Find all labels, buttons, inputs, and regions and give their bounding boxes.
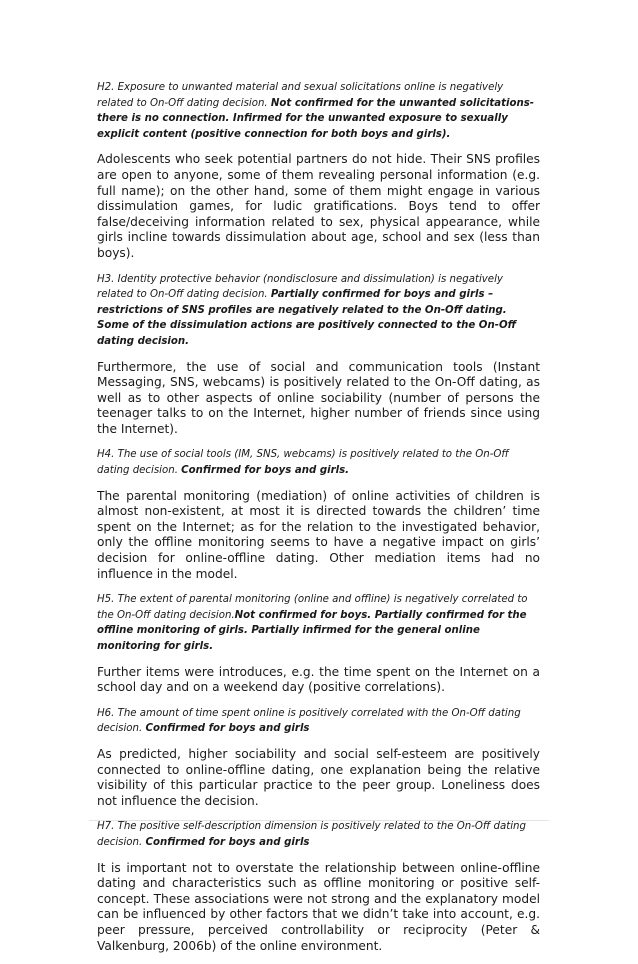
hypothesis-h2 xyxy=(97,80,540,142)
hypothesis-verdict: Confirmed for boys and girls xyxy=(145,723,310,735)
hypothesis-text: H5. The extent of parental monitoring (online and offline) is negatively correlated to the On-Off dating decision. xyxy=(97,594,528,621)
hypothesis-text: H6. The amount of time spent online is positively correlated with the On-Off dating decision. xyxy=(97,707,521,735)
hypothesis-h6 xyxy=(97,706,540,737)
hypothesis-h7 xyxy=(97,819,540,850)
body-paragraph: As predicted, higher sociability and social self-esteem are positively connected to online-offline dating, one explanation being the relative visibility of this particular practice to the peer group. Loneliness does not influence the decision. xyxy=(97,746,540,808)
hypothesis-verdict: Not confirmed for boys. Partially confirmed for the offline monitoring of girls. Partially infirmed for the general online monitoring for girls. xyxy=(97,609,527,652)
hypothesis-text: H4. The use of social tools (IM, SNS, webcams) is positively related to the On-Off dating decision. xyxy=(97,449,509,477)
body-paragraph: The parental monitoring (mediation) of online activities of children is almost non-existent, at most it is directed towards the children’ time spent on the Internet; as for the relation to the investigated behavior, only the offline monitoring seems to have a negative impact on girls’ decision for online-offline dating. Other mediation items had no influence in the model. xyxy=(97,488,540,581)
footer-divider xyxy=(89,820,549,821)
body-paragraph: Furthermore, the use of social and communication tools (Instant Messaging, SNS, webcams) is positively related to the On-Off dating, as well as to other aspects of online sociability (number of persons the teenager talks to on the Internet, higher number of friends since using the Internet). xyxy=(97,359,540,436)
page-content xyxy=(97,80,540,964)
hypothesis-text: H3. Identity protective behavior (nondisclosure and dissimulation) is negatively related to On-Off dating decision. xyxy=(97,273,503,301)
hypothesis-verdict: Partially confirmed for boys and girls – restrictions of SNS profiles are negatively related to the On-Off dating. Some of the dissimulation actions are positively connected to the On-Off dating decision. xyxy=(97,289,517,347)
body-paragraph: Further items were introduces, e.g. the time spent on the Internet on a school day and on a weekend day (positive correlations). xyxy=(97,664,540,695)
body-paragraph: Adolescents who seek potential partners do not hide. Their SNS profiles are open to anyone, some of them revealing personal information (e.g. full name); on the other hand, some of them might engage in various dissimulation games, for ludic gratifications. Boys tend to offer false/deceiving information related to sex, physical appearance, while girls incline towards dissimulation about age, school and sex (less than boys). xyxy=(97,152,540,260)
hypothesis-verdict: Confirmed for boys and girls. xyxy=(181,465,350,477)
hypothesis-verdict: Confirmed for boys and girls xyxy=(145,836,310,848)
hypothesis-h3 xyxy=(97,272,540,350)
hypothesis-text: H2. Exposure to unwanted material and sexual solicitations online is negatively related to On-Off dating decision. xyxy=(97,82,504,109)
hypothesis-h4 xyxy=(97,447,540,478)
hypothesis-h5 xyxy=(97,592,540,654)
hypothesis-verdict: Not confirmed for the unwanted solicitations- there is no connection. Infirmed for the unwanted exposure to sexually explicit content (positive connection for both boys and girls). xyxy=(97,97,534,140)
hypothesis-text: H7. The positive self-description dimension is positively related to the On-Off dating decision. xyxy=(97,821,526,848)
body-paragraph: It is important not to overstate the relationship between online-offline dating and characteristics such as offline monitoring or positive self-concept. These associations were not strong and the explanatory model can be influenced by other factors that we didn’t take into account, e.g. peer pressure, perceived controllability or reciprocity (Peter & Valkenburg, 2006b) of the online environment. xyxy=(97,860,540,953)
